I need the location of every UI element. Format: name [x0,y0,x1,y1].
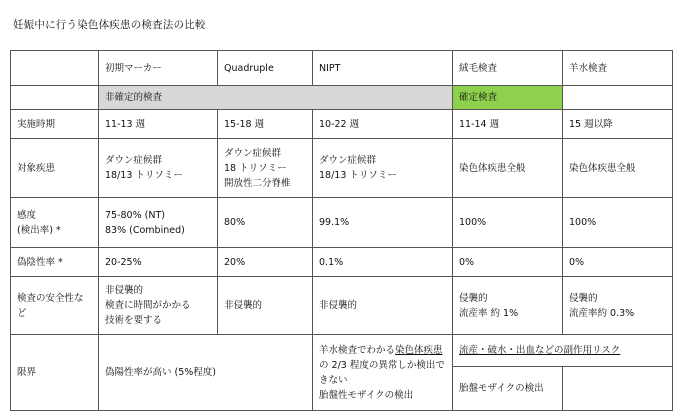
cell-line: 流産率約 0.3% [569,307,635,319]
table-cell [563,367,673,411]
table-cell: 0.1% [313,248,453,277]
table-cell: 100% [453,198,563,248]
header-quadruple: Quadruple [218,51,313,86]
table-cell: 0% [453,248,563,277]
table-cell: 80% [218,198,313,248]
cell-line: 検査に時間がかかる [105,300,191,311]
table-cell: 100% [563,198,673,248]
table-cell: 99.1% [313,198,453,248]
table-cell [313,335,453,411]
category-empty [11,86,99,110]
table-cell [99,277,218,335]
cell-line: 胎盤性モザイクの検出 [319,389,414,401]
row-false-negative [11,248,673,277]
row-safety [11,277,673,335]
header-cvs: 絨毛検査 [453,51,563,86]
cell-line: 75-80% (NT) [105,209,165,221]
label-line: (検出率) * [17,224,61,236]
row-label: 限界 [11,335,99,411]
header-empty [11,51,99,86]
comparison-table [10,50,673,411]
cell-text: 羊水検査でわかる [319,344,396,356]
cell-line: 開放性二分脊椎 [224,177,291,189]
table-cell: 20-25% [99,248,218,277]
cell-line: 技術を要する [105,315,163,326]
table-cell [99,139,218,198]
cell-line [319,343,446,388]
row-sensitivity [11,198,673,248]
cell-line: 侵襲的 [459,292,488,304]
table-cell [218,139,313,198]
table-cell: 染色体疾患全般 [563,139,673,198]
row-label: 実施時期 [11,110,99,139]
table-cell: 流産・破水・出血などの副作用リスク [453,335,673,367]
cell-line: 流産率 約 1% [459,307,519,319]
cell-text: の 2/3 程度の異常しか検出できない [319,359,445,386]
cell-line: ダウン症候群 [224,147,282,159]
cell-line: 侵襲的 [569,292,598,304]
cell-line: 18 トリソミー [224,162,287,174]
table-cell: 胎盤モザイクの検出 [453,367,563,411]
cell-line: 18/13 トリソミー [105,170,183,181]
table-cell: 20% [218,248,313,277]
cell-line: ダウン症候群 [105,155,163,166]
table-cell: 15 週以降 [563,110,673,139]
cell-line: 83% (Combined) [105,224,185,236]
table-cell: 10-22 週 [313,110,453,139]
cell-line: ダウン症候群 [319,155,377,166]
label-line: 感度 [17,209,37,221]
table-cell: 11-13 週 [99,110,218,139]
row-timing [11,110,673,139]
cell-line: 非侵襲的 [105,285,144,296]
table-cell [313,139,453,198]
category-definitive: 確定検査 [453,86,563,110]
row-label [11,198,99,248]
table-cell: 非侵襲的 [313,277,453,335]
header-early-marker: 初期マーカー [99,51,218,86]
row-limits [11,335,673,367]
row-label: 対象疾患 [11,139,99,198]
label-line: ど [17,307,27,319]
header-amniocentesis: 羊水検査 [563,51,673,86]
table-cell: 非侵襲的 [218,277,313,335]
table-cell: 染色体疾患全般 [453,139,563,198]
header-nipt: NIPT [313,51,453,86]
underlined-text: 染色体疾患 [395,344,443,356]
table-cell: 11-14 週 [453,110,563,139]
label-line: 検査の安全性な [17,292,84,304]
page-title: 妊娠中に行う染色体疾患の検査法の比較 [13,19,206,31]
row-target-disease [11,139,673,198]
table-cell: 15-18 週 [218,110,313,139]
table-cell [453,277,563,335]
table-cell [99,198,218,248]
table-cell [563,277,673,335]
row-label: 偽陰性率 * [11,248,99,277]
cell-line: 18/13 トリソミー [319,170,397,181]
row-label [11,277,99,335]
header-row [11,51,673,86]
table-cell: 偽陽性率が高い (5%程度) [99,335,313,411]
category-row [11,86,673,110]
category-blank [563,86,673,110]
category-non-definitive: 非確定的検査 [99,86,453,110]
table-cell: 0% [563,248,673,277]
